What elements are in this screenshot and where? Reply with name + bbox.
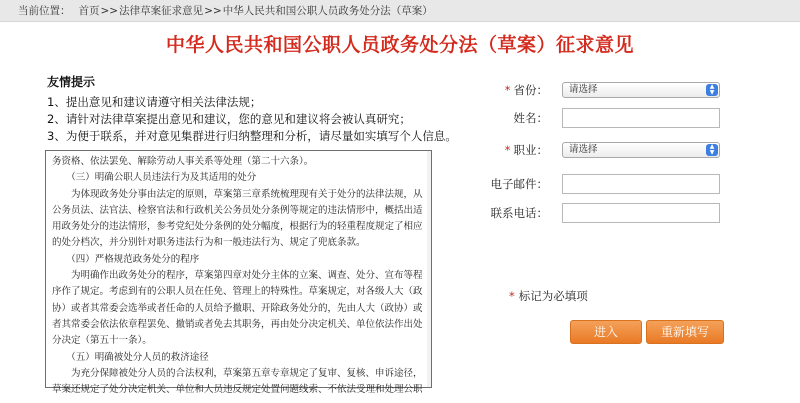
breadcrumb-current-page: 中华人民共和国公职人员政务处分法（草案） (222, 5, 433, 17)
select-updown-icon: ▲ ▼ (706, 144, 718, 156)
required-asterisk: * (509, 289, 515, 303)
province-row (488, 80, 768, 100)
draft-paragraph-line: 用政务处分的违法情形，参考党纪处分条例的处分幅度，根据行为的轻重程度规定了相应 (52, 221, 423, 233)
occupation-select[interactable] (562, 142, 720, 158)
reset-button[interactable]: 重新填写 (646, 320, 724, 344)
draft-paragraph-line: 公务员法、法官法、检察官法和行政机关公务员处分条例等规定的违法情形中，概括出适 (52, 204, 423, 216)
draft-text-scrollbox[interactable] (45, 150, 432, 396)
tips-item: 1、提出意见和建议请遵守相关法律法规； (47, 95, 262, 109)
breadcrumb-separator: >> (100, 5, 119, 17)
province-select-value: 请选择 (569, 84, 598, 95)
tips-panel (47, 73, 457, 145)
tips-item: 3、为便于联系，并对意见集群进行归纳整理和分析，请尽量如实填写个人信息。 (47, 129, 457, 143)
draft-paragraph-line: （四）严格规范政务处分的程序 (52, 253, 200, 265)
required-asterisk: * (504, 83, 511, 97)
draft-paragraph-line: 分决定（第五十一条）。 (52, 335, 152, 347)
required-note (509, 288, 588, 304)
draft-paragraph-line: 草案还规定了处分决定机关、单位和人员违反规定处置问题线索、不依法受理和处理公职 (52, 384, 423, 396)
draft-paragraph-line: 为明确作出政务处分的程序，草案第四章对处分主体的立案、调查、处分、宣布等程 (52, 270, 423, 282)
draft-paragraph-line: 序作了规定。考虑到有的公职人员在任免、管理上的特殊性。草案规定，对各级人大（政 (52, 286, 423, 298)
name-row (488, 108, 768, 128)
submit-button[interactable]: 进入 (570, 320, 642, 344)
draft-paragraph-line: 务资格、依法罢免、解除劳动人事关系等处理（第二十六条）。 (52, 156, 314, 167)
phone-row (488, 203, 768, 223)
name-input[interactable] (562, 108, 720, 128)
province-label (505, 80, 548, 100)
breadcrumb-prefix: 当前位置： (18, 5, 71, 17)
occupation-select-value: 请选择 (569, 144, 598, 155)
email-row (488, 174, 768, 194)
phone-input[interactable] (562, 203, 720, 223)
email-label: 电子邮件： (490, 177, 548, 191)
phone-label: 联系电话： (490, 206, 548, 220)
draft-paragraph-line: 为体现政务处分事由法定的原则，草案第三章系统梳理现有关于处分的法律法规，从 (52, 188, 423, 200)
email-input[interactable] (562, 174, 720, 194)
tips-item: 2、请针对法律草案提出意见和建议，您的意见和建议将会被认真研究； (47, 112, 411, 126)
required-asterisk: * (504, 143, 511, 157)
province-select[interactable] (562, 82, 720, 98)
scrollbar[interactable] (427, 151, 431, 387)
name-label: 姓名： (513, 111, 548, 125)
occupation-row (488, 140, 768, 160)
tips-heading: 友情提示 (47, 75, 96, 89)
province-label-text: 省份： (513, 83, 548, 97)
breadcrumb-drafts-link[interactable]: 法律草案征求意见 (119, 5, 204, 17)
draft-paragraph-line: 为充分保障被处分人员的合法权利，草案第五章专章规定了复审、复核、申诉途径， (52, 367, 423, 379)
draft-paragraph-line: （三）明确公职人员违法行为及其适用的处分 (52, 172, 257, 184)
breadcrumb-home-link[interactable]: 首页 (78, 5, 100, 17)
draft-paragraph-line: （五）明确被处分人员的救济途径 (52, 351, 209, 363)
occupation-label (505, 140, 548, 160)
occupation-label-text: 职业： (513, 143, 548, 157)
draft-paragraph-line: 的处分档次，并分别针对职务违法行为和一般违法行为、规定了兜底条款。 (52, 237, 366, 249)
breadcrumb-separator: >> (204, 5, 222, 17)
draft-paragraph-line: 协）或者其常委会选举或者任命的人员给予撤职、开除政务处分的，先由人大（政协）或 (52, 302, 423, 314)
page-title: 中华人民共和国公职人员政务处分法（草案）征求意见 (165, 34, 634, 56)
breadcrumb (0, 0, 800, 22)
select-updown-icon: ▲ ▼ (706, 84, 718, 96)
draft-paragraph-line: 者其常委会依法依章程罢免、撤销或者免去其职务，再由处分决定机关、单位依法作出处 (52, 318, 423, 330)
required-note-text: 标记为必填项 (518, 289, 588, 303)
